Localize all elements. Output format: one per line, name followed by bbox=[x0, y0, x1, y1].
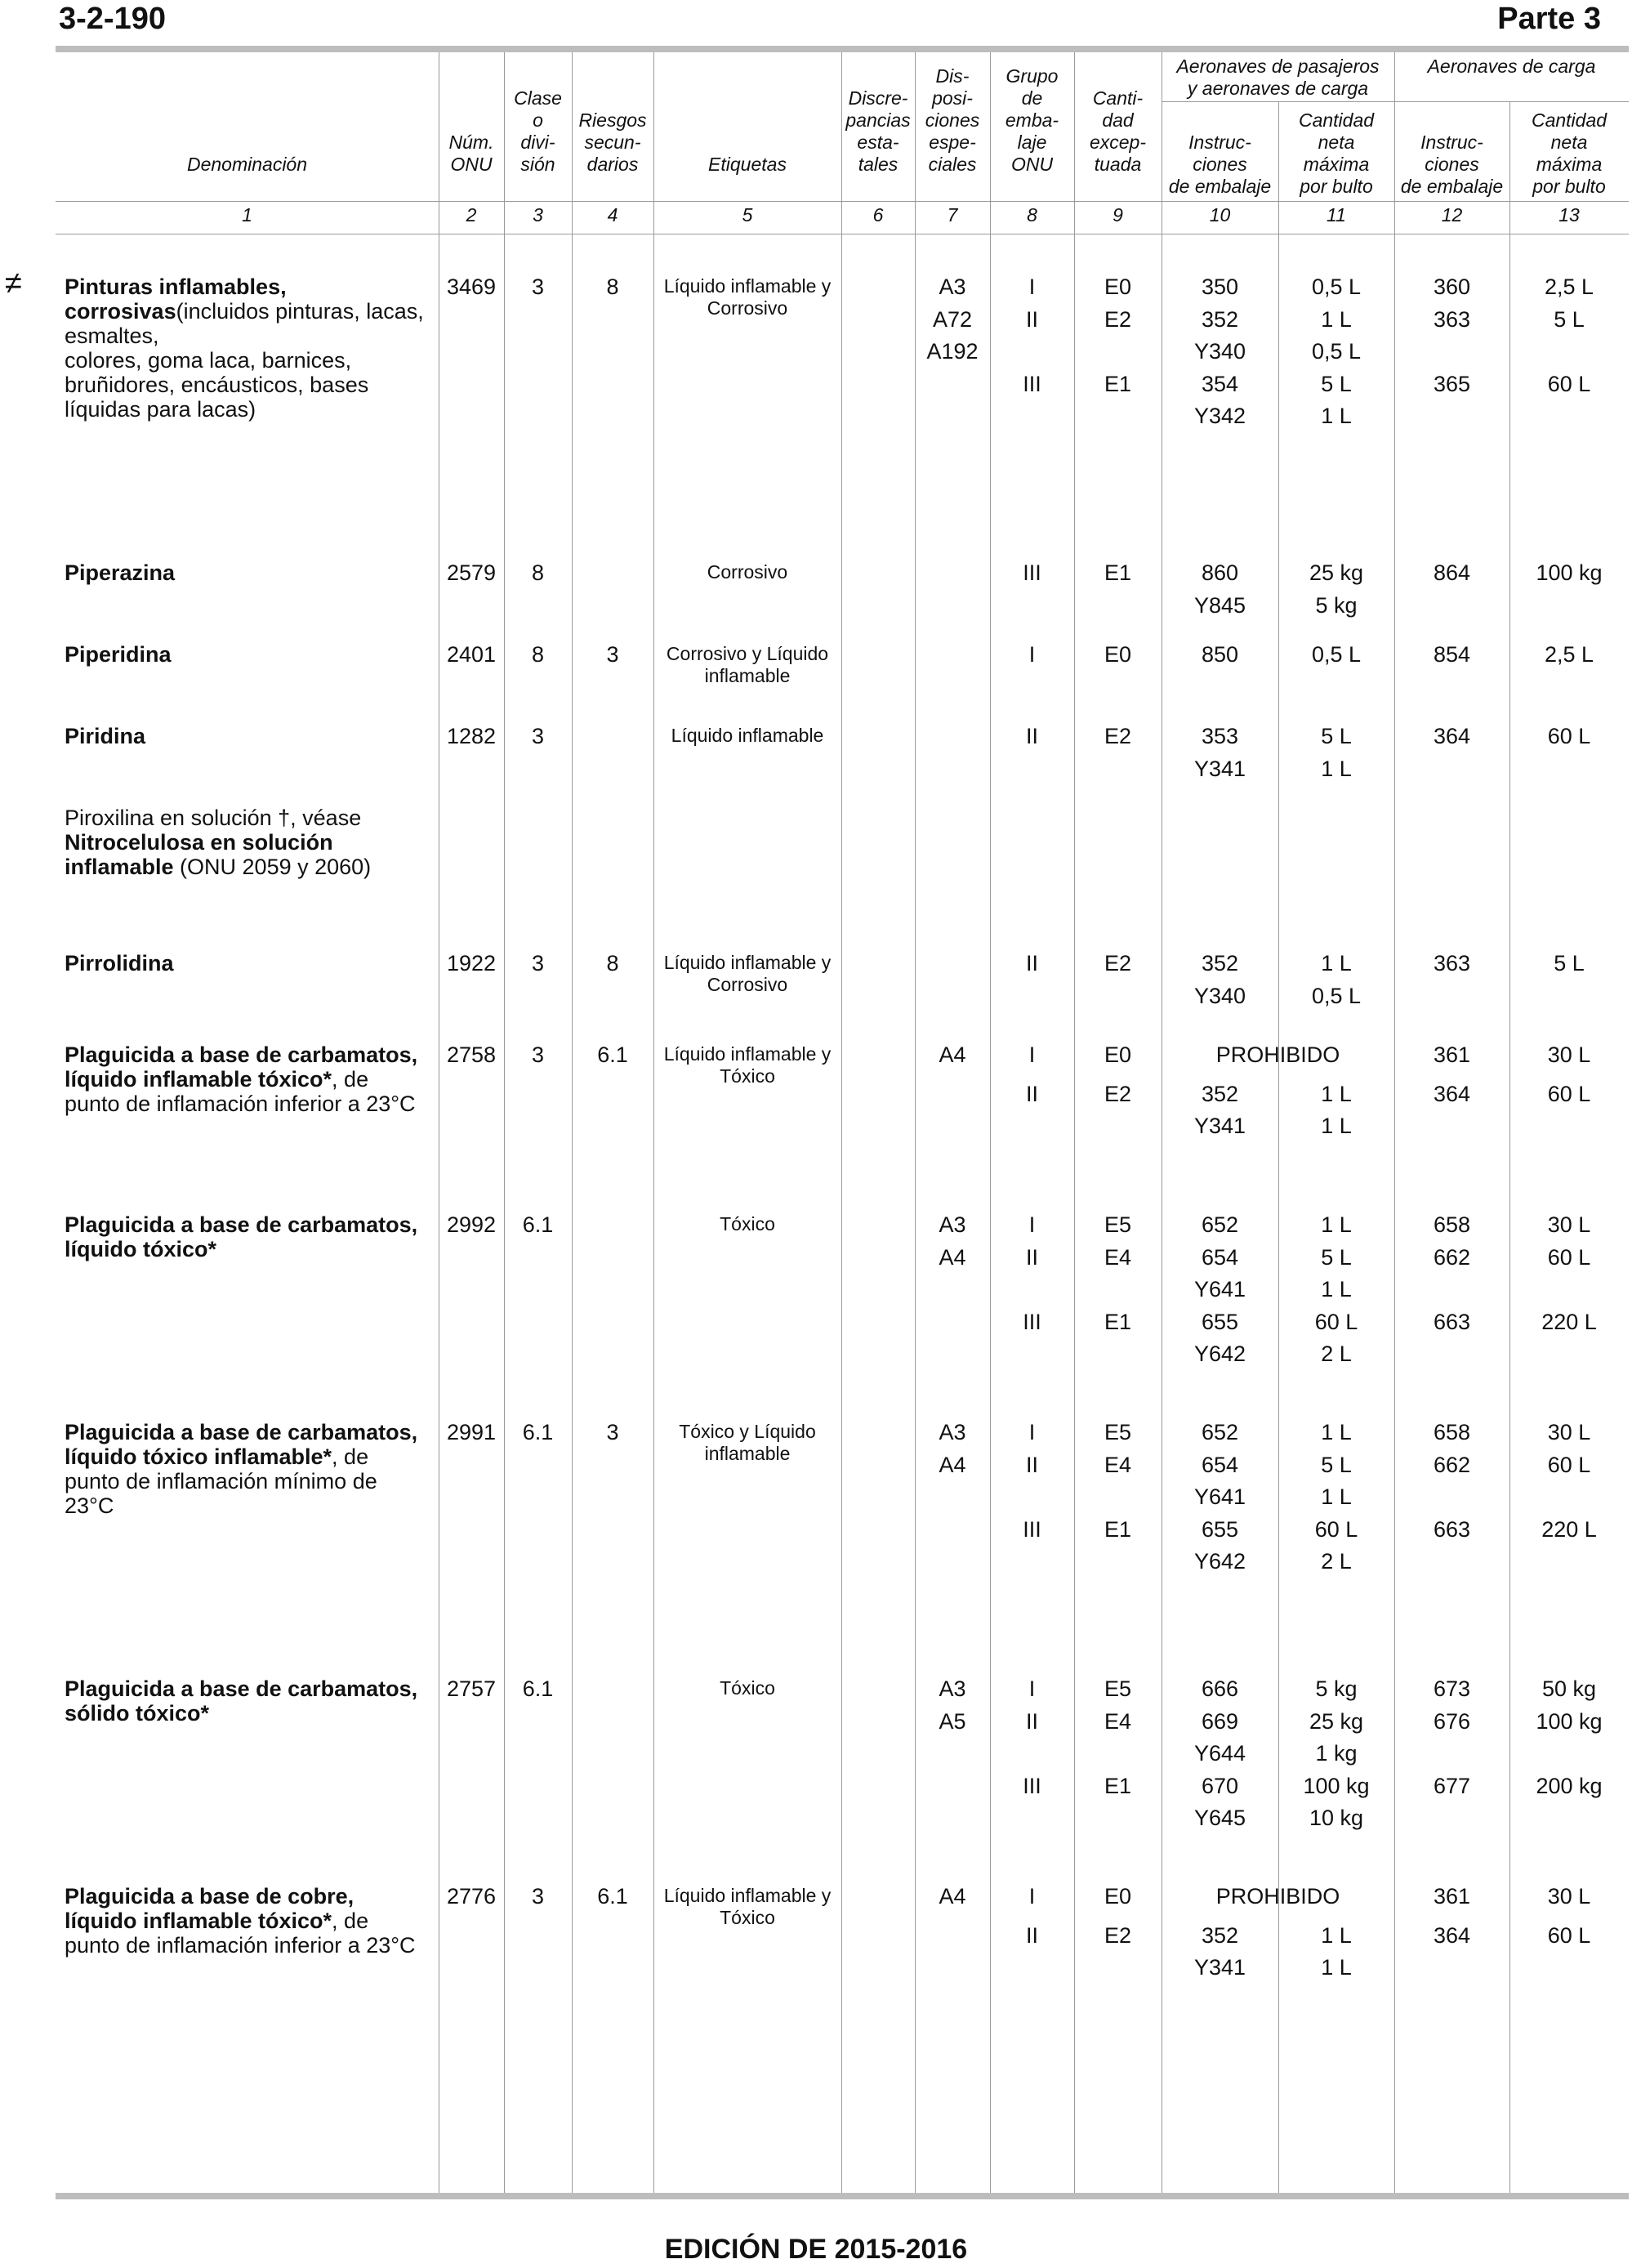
passenger-instruction: Y341 bbox=[1193, 756, 1246, 781]
packing-group: II bbox=[1025, 1922, 1038, 1948]
header-denominacion: Denominación bbox=[186, 154, 308, 175]
packing-group: I bbox=[1028, 1212, 1036, 1237]
entry-name: Plaguicida a base de carbamatos, sólido tóxico* bbox=[65, 1676, 418, 1726]
header-clase: Clase o divi- sión bbox=[514, 87, 562, 175]
passenger-quantity: 0,5 L bbox=[1311, 275, 1362, 299]
excepted-quantity: E2 bbox=[1104, 724, 1132, 748]
column-number: 4 bbox=[607, 204, 618, 225]
passenger-instruction: 352 bbox=[1201, 306, 1239, 332]
excepted-quantity: E0 bbox=[1104, 642, 1132, 667]
secondary-risk: 3 bbox=[606, 1420, 619, 1444]
passenger-quantity: 5 L bbox=[1321, 1244, 1352, 1270]
passenger-quantity: 60 L bbox=[1314, 1516, 1358, 1542]
special-provision: A192 bbox=[926, 339, 979, 364]
cargo-quantity: 30 L bbox=[1547, 1212, 1591, 1237]
passenger-instruction: 860 bbox=[1201, 560, 1239, 585]
label-text: Tóxico bbox=[720, 1677, 775, 1699]
revision-mark: ≠ bbox=[5, 266, 22, 301]
cargo-quantity: 60 L bbox=[1547, 1081, 1591, 1106]
cargo-instruction: 364 bbox=[1433, 724, 1471, 748]
passenger-quantity: 1 L bbox=[1321, 1277, 1352, 1301]
excepted-quantity: E1 bbox=[1104, 1516, 1132, 1542]
label-text: Líquido inflamable y Corrosivo bbox=[663, 952, 832, 995]
label-text: Líquido inflamable y Tóxico bbox=[663, 1885, 832, 1928]
passenger-instruction: 352 bbox=[1201, 1081, 1239, 1106]
cargo-quantity: 60 L bbox=[1547, 1244, 1591, 1270]
class-division: 3 bbox=[531, 951, 545, 976]
cargo-quantity: 100 kg bbox=[1536, 560, 1603, 585]
header-carga: Aeronaves de carga bbox=[1427, 56, 1596, 77]
passenger-instruction: 353 bbox=[1201, 724, 1239, 748]
excepted-quantity: E2 bbox=[1104, 1922, 1132, 1948]
onu-number: 2757 bbox=[446, 1676, 497, 1701]
packing-group: III bbox=[1023, 1309, 1041, 1334]
cargo-instruction: 364 bbox=[1433, 1081, 1471, 1106]
passenger-quantity: 1 L bbox=[1321, 1420, 1352, 1444]
column-number: 2 bbox=[466, 204, 477, 225]
cargo-instruction: 365 bbox=[1433, 371, 1471, 396]
class-division: 8 bbox=[531, 560, 545, 585]
header-divider bbox=[1162, 101, 1629, 102]
cargo-instruction: 677 bbox=[1433, 1773, 1471, 1798]
edition-footer: EDICIÓN DE 2015-2016 bbox=[664, 2234, 968, 2265]
passenger-instruction: 350 bbox=[1201, 275, 1239, 299]
passenger-quantity: 2 L bbox=[1321, 1549, 1352, 1574]
passenger-quantity: 1 L bbox=[1321, 1484, 1352, 1509]
passenger-quantity: 1 L bbox=[1321, 1212, 1352, 1237]
passenger-quantity: 0,5 L bbox=[1311, 339, 1362, 364]
passenger-quantity: 1 L bbox=[1321, 404, 1352, 428]
passenger-instruction: Y340 bbox=[1193, 339, 1246, 364]
column-divider bbox=[915, 52, 916, 2193]
passenger-quantity: 5 kg bbox=[1315, 592, 1358, 618]
excepted-quantity: E1 bbox=[1104, 1309, 1132, 1334]
special-provision: A4 bbox=[939, 1884, 966, 1909]
passenger-instruction: Y645 bbox=[1193, 1806, 1246, 1830]
onu-number: 2776 bbox=[446, 1884, 497, 1909]
passenger-instruction: 654 bbox=[1201, 1244, 1239, 1270]
bottom-rule bbox=[56, 2193, 1629, 2199]
entry-name: Piridina bbox=[65, 724, 146, 748]
onu-number: 1922 bbox=[446, 951, 497, 976]
cargo-quantity: 30 L bbox=[1547, 1420, 1591, 1444]
passenger-quantity: 1 L bbox=[1321, 1114, 1352, 1138]
passenger-instruction: 654 bbox=[1201, 1452, 1239, 1477]
column-number: 6 bbox=[872, 204, 884, 225]
class-division: 8 bbox=[531, 642, 545, 667]
passenger-quantity: 100 kg bbox=[1303, 1773, 1370, 1798]
excepted-quantity: E0 bbox=[1104, 1884, 1132, 1909]
passenger-instruction: 669 bbox=[1201, 1708, 1239, 1734]
excepted-quantity: E5 bbox=[1104, 1420, 1132, 1444]
cargo-quantity: 220 L bbox=[1541, 1516, 1597, 1542]
label-text: Líquido inflamable y Corrosivo bbox=[663, 275, 832, 319]
passenger-instruction: 655 bbox=[1201, 1516, 1239, 1542]
passenger-quantity: 2 L bbox=[1321, 1342, 1352, 1366]
passenger-quantity: 1 kg bbox=[1315, 1741, 1358, 1766]
passenger-instruction: 655 bbox=[1201, 1309, 1239, 1334]
excepted-quantity: E1 bbox=[1104, 560, 1132, 585]
onu-number: 2579 bbox=[446, 560, 497, 585]
packing-group: II bbox=[1025, 1708, 1038, 1734]
header-instrucciones: Instruc- ciones de embalaje bbox=[1168, 132, 1272, 197]
passenger-instruction: 652 bbox=[1201, 1420, 1239, 1444]
special-provision: A3 bbox=[939, 1420, 966, 1444]
header-cantidad-neta-carga: Cantidad neta máxima por bulto bbox=[1531, 109, 1607, 197]
cargo-quantity: 5 L bbox=[1554, 306, 1585, 332]
cargo-quantity: 200 kg bbox=[1536, 1773, 1603, 1798]
passenger-quantity: 10 kg bbox=[1309, 1806, 1364, 1830]
passenger-instruction: Y642 bbox=[1193, 1342, 1246, 1366]
column-number: 3 bbox=[533, 204, 543, 225]
passenger-instruction: 666 bbox=[1201, 1676, 1239, 1701]
class-division: 6.1 bbox=[522, 1420, 554, 1444]
passenger-quantity: 0,5 L bbox=[1311, 642, 1362, 667]
cargo-instruction: 658 bbox=[1433, 1212, 1471, 1237]
excepted-quantity: E1 bbox=[1104, 1773, 1132, 1798]
excepted-quantity: E0 bbox=[1104, 1042, 1132, 1067]
passenger-quantity: 25 kg bbox=[1309, 560, 1364, 585]
passenger-quantity: 1 L bbox=[1321, 951, 1352, 976]
column-number: 1 bbox=[242, 204, 252, 225]
cargo-quantity: 30 L bbox=[1547, 1042, 1591, 1067]
label-text: Líquido inflamable y Tóxico bbox=[663, 1043, 832, 1087]
passenger-instruction: 670 bbox=[1201, 1773, 1239, 1798]
label-text: Tóxico y Líquido inflamable bbox=[679, 1421, 816, 1464]
excepted-quantity: E2 bbox=[1104, 1081, 1132, 1106]
cargo-instruction: 658 bbox=[1433, 1420, 1471, 1444]
cargo-instruction: 673 bbox=[1433, 1676, 1471, 1701]
column-number: 8 bbox=[1027, 204, 1037, 225]
cargo-quantity: 100 kg bbox=[1536, 1708, 1603, 1734]
secondary-risk: 6.1 bbox=[597, 1884, 628, 1909]
cargo-instruction: 662 bbox=[1433, 1452, 1471, 1477]
onu-number: 2401 bbox=[446, 642, 497, 667]
passenger-quantity: 1 L bbox=[1321, 306, 1352, 332]
column-number: 9 bbox=[1113, 204, 1123, 225]
passenger-quantity: 0,5 L bbox=[1311, 983, 1362, 1008]
special-provision: A3 bbox=[939, 275, 966, 299]
column-divider bbox=[572, 52, 573, 2193]
entry-name: Pirrolidina bbox=[65, 951, 174, 976]
column-number: 5 bbox=[742, 204, 753, 225]
header-instrucciones-carga: Instruc- ciones de embalaje bbox=[1400, 132, 1504, 197]
cargo-instruction: 663 bbox=[1433, 1309, 1471, 1334]
entry-name: Piperidina bbox=[65, 642, 172, 667]
cargo-quantity: 60 L bbox=[1547, 724, 1591, 748]
excepted-quantity: E0 bbox=[1104, 275, 1132, 299]
special-provision: A5 bbox=[939, 1708, 966, 1734]
class-division: 6.1 bbox=[522, 1212, 554, 1237]
special-provision: A3 bbox=[939, 1676, 966, 1701]
special-provision: A3 bbox=[939, 1212, 966, 1237]
header-disposiciones: Dis- posi- ciones espe- ciales bbox=[925, 65, 980, 175]
excepted-quantity: E5 bbox=[1104, 1676, 1132, 1701]
column-number: 12 bbox=[1441, 204, 1463, 225]
secondary-risk: 8 bbox=[606, 275, 619, 299]
passenger-instruction: 354 bbox=[1201, 371, 1239, 396]
cargo-instruction: 864 bbox=[1433, 560, 1471, 585]
top-rule bbox=[56, 46, 1629, 52]
onu-number: 2992 bbox=[446, 1212, 497, 1237]
header-grupo: Grupo de emba- laje ONU bbox=[1005, 65, 1059, 175]
cargo-quantity: 2,5 L bbox=[1544, 275, 1594, 299]
header-cantidad: Canti- dad excep- tuada bbox=[1089, 87, 1147, 175]
cargo-quantity: 60 L bbox=[1547, 1452, 1591, 1477]
excepted-quantity: E4 bbox=[1104, 1244, 1132, 1270]
packing-group: II bbox=[1025, 1452, 1038, 1477]
excepted-quantity: E5 bbox=[1104, 1212, 1132, 1237]
cargo-quantity: 50 kg bbox=[1541, 1676, 1597, 1701]
passenger-quantity: 1 L bbox=[1321, 756, 1352, 781]
cargo-quantity: 5 L bbox=[1554, 951, 1585, 976]
class-division: 6.1 bbox=[522, 1676, 554, 1701]
passenger-instruction: Y642 bbox=[1193, 1549, 1246, 1574]
passenger-instruction: 352 bbox=[1201, 951, 1239, 976]
special-provision: A4 bbox=[939, 1042, 966, 1067]
passenger-quantity: 1 L bbox=[1321, 1955, 1352, 1980]
column-number: 13 bbox=[1558, 204, 1580, 225]
packing-group: II bbox=[1025, 1081, 1038, 1106]
page-number: 3-2-190 bbox=[59, 2, 166, 36]
label-text: Corrosivo bbox=[707, 561, 788, 583]
secondary-risk: 8 bbox=[606, 951, 619, 976]
excepted-quantity: E2 bbox=[1104, 951, 1132, 976]
cargo-instruction: 663 bbox=[1433, 1516, 1471, 1542]
header-discrepancias: Discre- pancias esta- tales bbox=[845, 87, 911, 175]
onu-number: 3469 bbox=[446, 275, 497, 299]
packing-group: I bbox=[1028, 642, 1036, 667]
column-divider bbox=[504, 52, 505, 2193]
cargo-instruction: 662 bbox=[1433, 1244, 1471, 1270]
class-division: 3 bbox=[531, 724, 545, 748]
cargo-quantity: 60 L bbox=[1547, 1922, 1591, 1948]
part-title: Parte 3 bbox=[1497, 2, 1601, 36]
cargo-instruction: 364 bbox=[1433, 1922, 1471, 1948]
column-number: 7 bbox=[947, 204, 958, 225]
column-divider bbox=[653, 52, 654, 2193]
packing-group: I bbox=[1028, 1884, 1036, 1909]
label-text: Corrosivo y Líquido inflamable bbox=[666, 643, 829, 686]
passenger-quantity: 5 L bbox=[1321, 1452, 1352, 1477]
passenger-instruction: Y341 bbox=[1193, 1955, 1246, 1980]
label-text: Tóxico bbox=[720, 1213, 775, 1234]
passenger-instruction: Y340 bbox=[1193, 983, 1246, 1008]
packing-group: II bbox=[1025, 951, 1038, 976]
label-text: Líquido inflamable bbox=[671, 725, 824, 746]
class-division: 3 bbox=[531, 275, 545, 299]
passenger-instruction: Y641 bbox=[1193, 1484, 1246, 1509]
entry-name: Plaguicida a base de cobre, líquido inflamable tóxico*, de punto de inflamación inferior a 23°C bbox=[65, 1884, 416, 1958]
passenger-quantity: 1 L bbox=[1321, 1922, 1352, 1948]
packing-group: III bbox=[1023, 1773, 1041, 1798]
cargo-instruction: 676 bbox=[1433, 1708, 1471, 1734]
packing-group: III bbox=[1023, 1516, 1041, 1542]
packing-group: I bbox=[1028, 1042, 1036, 1067]
special-provision: A72 bbox=[932, 306, 973, 332]
packing-group: I bbox=[1028, 275, 1036, 299]
entry-name: Piroxilina en solución †, véase Nitrocelulosa en solución inflamable (ONU 2059 y 2060) bbox=[65, 806, 372, 879]
passenger-instruction: Y341 bbox=[1193, 1114, 1246, 1138]
excepted-quantity: E2 bbox=[1104, 306, 1132, 332]
cargo-quantity: 220 L bbox=[1541, 1309, 1597, 1334]
header-riesgos: Riesgos secun- darios bbox=[578, 109, 647, 175]
passenger-instruction: Y641 bbox=[1193, 1277, 1246, 1301]
column-divider bbox=[841, 52, 842, 2193]
header-etiquetas: Etiquetas bbox=[708, 154, 787, 175]
passenger-quantity: 5 L bbox=[1321, 371, 1352, 396]
entry-name: Plaguicida a base de carbamatos, líquido inflamable tóxico*, de punto de inflamación inferior a 23°C bbox=[65, 1042, 418, 1116]
cargo-instruction: 363 bbox=[1433, 951, 1471, 976]
excepted-quantity: E1 bbox=[1104, 371, 1132, 396]
column-number: 11 bbox=[1327, 204, 1346, 225]
passenger-instruction: 352 bbox=[1201, 1922, 1239, 1948]
entry-name: Plaguicida a base de carbamatos, líquido tóxico* bbox=[65, 1212, 418, 1261]
packing-group: I bbox=[1028, 1420, 1036, 1444]
forbidden-text: PROHIBIDO bbox=[1215, 1042, 1340, 1067]
secondary-risk: 3 bbox=[606, 642, 619, 667]
passenger-instruction: Y845 bbox=[1193, 592, 1246, 618]
passenger-quantity: 60 L bbox=[1314, 1309, 1358, 1334]
cargo-quantity: 2,5 L bbox=[1544, 642, 1594, 667]
header-pasajeros: Aeronaves de pasajeros y aeronaves de carga bbox=[1176, 56, 1380, 99]
onu-number: 2991 bbox=[446, 1420, 497, 1444]
packing-group: II bbox=[1025, 1244, 1038, 1270]
passenger-quantity: 5 kg bbox=[1315, 1676, 1358, 1701]
cargo-instruction: 360 bbox=[1433, 275, 1471, 299]
cargo-instruction: 361 bbox=[1433, 1884, 1471, 1909]
packing-group: III bbox=[1023, 560, 1041, 585]
passenger-quantity: 1 L bbox=[1321, 1081, 1352, 1106]
header-cantidad-neta: Cantidad neta máxima por bulto bbox=[1298, 109, 1375, 197]
passenger-quantity: 25 kg bbox=[1309, 1708, 1364, 1734]
packing-group: II bbox=[1025, 306, 1038, 332]
header-divider bbox=[56, 201, 1629, 202]
entry-name: Pinturas inflamables, corrosivas(incluidos pinturas, lacas, esmaltes, colores, goma laca, barnices, bruñidores, encáusticos, bases líquidas para lacas) bbox=[65, 275, 424, 422]
onu-number: 1282 bbox=[446, 724, 497, 748]
column-number: 10 bbox=[1209, 204, 1231, 225]
packing-group: II bbox=[1025, 724, 1038, 748]
column-divider bbox=[1509, 101, 1510, 2193]
packing-group: I bbox=[1028, 1676, 1036, 1701]
cargo-instruction: 363 bbox=[1433, 306, 1471, 332]
passenger-instruction: 652 bbox=[1201, 1212, 1239, 1237]
cargo-quantity: 60 L bbox=[1547, 371, 1591, 396]
class-division: 3 bbox=[531, 1884, 545, 1909]
cargo-instruction: 854 bbox=[1433, 642, 1471, 667]
cargo-instruction: 361 bbox=[1433, 1042, 1471, 1067]
header-num-onu: Núm. ONU bbox=[448, 132, 494, 175]
passenger-instruction: 850 bbox=[1201, 642, 1239, 667]
passenger-instruction: Y342 bbox=[1193, 404, 1246, 428]
onu-number: 2758 bbox=[446, 1042, 497, 1067]
packing-group: III bbox=[1023, 371, 1041, 396]
cargo-quantity: 30 L bbox=[1547, 1884, 1591, 1909]
class-division: 3 bbox=[531, 1042, 545, 1067]
passenger-instruction: Y644 bbox=[1193, 1741, 1246, 1766]
forbidden-text: PROHIBIDO bbox=[1215, 1884, 1340, 1909]
entry-name: Plaguicida a base de carbamatos, líquido tóxico inflamable*, de punto de inflamación mínimo de 23°C bbox=[65, 1420, 418, 1518]
excepted-quantity: E4 bbox=[1104, 1452, 1132, 1477]
passenger-quantity: 5 L bbox=[1321, 724, 1352, 748]
entry-name: Piperazina bbox=[65, 560, 176, 585]
special-provision: A4 bbox=[939, 1452, 966, 1477]
excepted-quantity: E4 bbox=[1104, 1708, 1132, 1734]
special-provision: A4 bbox=[939, 1244, 966, 1270]
secondary-risk: 6.1 bbox=[597, 1042, 628, 1067]
